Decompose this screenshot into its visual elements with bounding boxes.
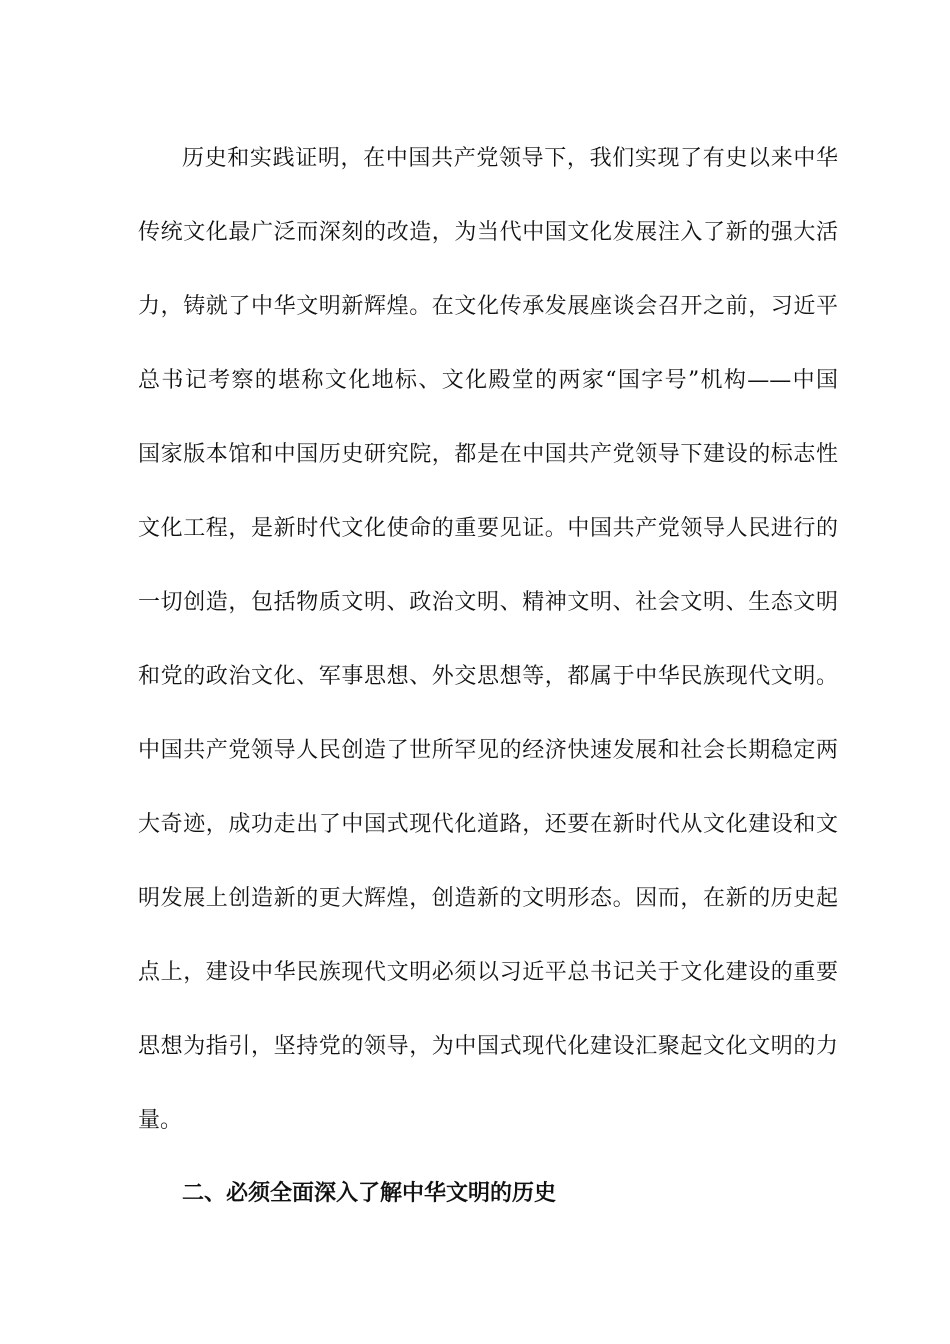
paragraph-line: 传统文化最广泛而深刻的改造，为当代中国文化发展注入了新的强大活 xyxy=(138,220,838,245)
paragraph-line: 国家版本馆和中国历史研究院，都是在中国共产党领导下建设的标志性 xyxy=(138,442,838,467)
paragraph-line: 总书记考察的堪称文化地标、文化殿堂的两家“国字号”机构——中国 xyxy=(138,368,838,393)
paragraph-line: 中国共产党领导人民创造了世所罕见的经济快速发展和社会长期稳定两 xyxy=(138,738,838,763)
paragraph-line: 大奇迹，成功走出了中国式现代化道路，还要在新时代从文化建设和文 xyxy=(138,812,838,837)
paragraph-line: 思想为指引，坚持党的领导，为中国式现代化建设汇聚起文化文明的力 xyxy=(138,1034,838,1059)
body-paragraph xyxy=(138,140,838,1176)
paragraph-line: 一切创造，包括物质文明、政治文明、精神文明、社会文明、生态文明 xyxy=(138,590,838,615)
paragraph-line: 文化工程，是新时代文化使命的重要见证。中国共产党领导人民进行的 xyxy=(138,516,838,541)
paragraph-line: 力，铸就了中华文明新辉煌。在文化传承发展座谈会召开之前，习近平 xyxy=(138,294,838,319)
paragraph-line: 历史和实践证明，在中国共产党领导下，我们实现了有史以来中华 xyxy=(182,146,838,171)
paragraph-line: 和党的政治文化、军事思想、外交思想等，都属于中华民族现代文明。 xyxy=(138,664,838,689)
paragraph-line: 明发展上创造新的更大辉煌，创造新的文明形态。因而，在新的历史起 xyxy=(138,886,838,911)
paragraph-line: 点上，建设中华民族现代文明必须以习近平总书记关于文化建设的重要 xyxy=(138,960,838,985)
section-heading: 二、必须全面深入了解中华文明的历史 xyxy=(182,1181,557,1206)
paragraph-line: 量。 xyxy=(138,1108,183,1133)
